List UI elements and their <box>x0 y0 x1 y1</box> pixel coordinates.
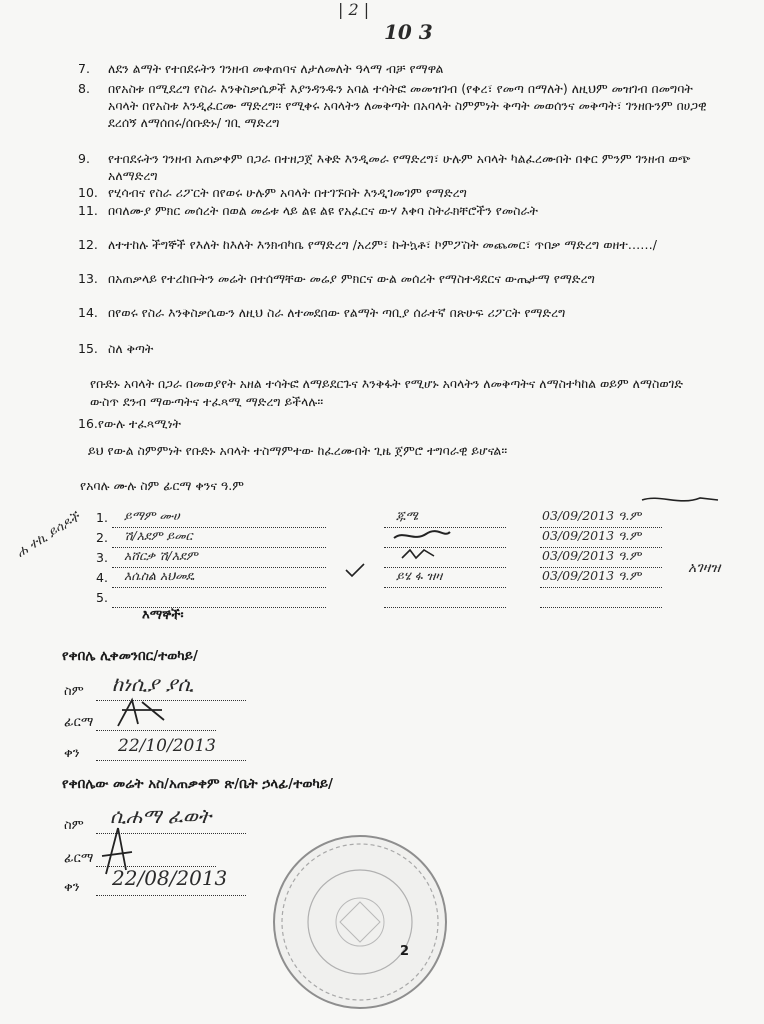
member-number: 5. <box>96 590 108 605</box>
member-number: 3. <box>96 550 108 565</box>
date-line <box>540 587 662 588</box>
member-number: 2. <box>96 530 108 545</box>
member-name: አሸርቃ ሽ/እደም <box>124 548 198 563</box>
name-line <box>112 547 326 548</box>
member-name: እሴስል አህመዴ <box>124 568 195 583</box>
receiver2-date-value: 22/08/2013 <box>112 866 228 890</box>
clause-text: በየአስቱ በሚደረግ የስራ እንቅስቃሴዎች እያንዳንዱን አባል ተሳትፎ መመዝገብ (የቀረ፣ የመጣ በማለት) ለዚህም መዝገብ በመግባት አባላት በየአስቱ እንዲፈርሙ ማድረግ፡፡ የሚቀሩ አባላትን ለመቅጣት በአባላት ስምምነት ቅጣት መወሰንና መቅጣት፣ ገንዘቡንም በሀጋዊ ደረሰኝ ለማሰበሩ/ሰቡድኑ/ ገቢ ማድረግ <box>108 81 707 130</box>
members-header: የአባሉ ሙሉ ስም ፊርማ ቀንና ዓ.ም <box>80 478 244 493</box>
receiver1-date-label: ቀን <box>64 746 80 761</box>
clause-text: የተበደሩትን ገንዘብ አጠቃቀም በጋራ በተዘጋጀ እቅድ እንዲመራ የማድረግ፣ ሁሉም አባላት ካልፈረሙበት በቀር ምንም ገንዘብ ወጭ አለማድረግ <box>108 151 691 183</box>
receiver1-title: የቀበሌ ሊቀመንበር/ተወካይ/ <box>62 648 198 664</box>
receiver1-name-label: ስም <box>64 684 84 699</box>
name-line <box>112 587 326 588</box>
clause-9 <box>78 150 718 184</box>
member-date: 03/09/2013 ዓ.ም <box>542 528 642 543</box>
clause-text: የሂሳብና የስራ ሪፖርት በየወሩ ሁሉም አባላት በተገኙበት እንዲገመገም የማድረግ <box>108 185 467 200</box>
clause-number: 7. <box>78 61 90 76</box>
clause-number: 12. <box>78 237 98 252</box>
section-16-heading: 16.የውሉ ተፈጻሚነት <box>78 416 181 431</box>
clause-text: በየወሩ የስራ እንቅስቃሴውን ለዚህ ስራ ለተመደበው የልማት ጣቢያ ሰራተኛ በጽሁፍ ሪፖርት የማድረግ <box>108 305 566 320</box>
member-date: 03/09/2013 ዓ.ም <box>542 508 642 523</box>
receiver2-sign-label: ፊርማ <box>64 851 94 866</box>
name-line <box>112 527 326 528</box>
member-name: ሽ/እደም ይመር <box>124 528 193 543</box>
receiver1-date-value: 22/10/2013 <box>118 736 216 756</box>
receiver2-date-label: ቀን <box>64 880 80 895</box>
checkmark-icon <box>344 562 366 578</box>
clause-7 <box>78 60 718 77</box>
clause-number: 10. <box>78 185 98 200</box>
page-mark: 10 3 <box>384 20 433 44</box>
receiver1-sign-label: ፊርማ <box>64 715 94 730</box>
clause-text: ለደን ልማት የተበደሩትን ገንዘብ መቀጠባና ለታለመለት ዓላማ ብቻ የማዋል <box>108 61 444 76</box>
signature-line <box>384 607 506 608</box>
member4-note: አገዛዝ <box>688 560 721 576</box>
clause-13 <box>78 270 718 287</box>
signature-line <box>384 587 506 588</box>
clause-number: 13. <box>78 271 98 286</box>
receiver2-name-value: ሲሐማ ፈወት <box>110 804 212 828</box>
clause-number: 14. <box>78 305 98 320</box>
page-number: 2 <box>400 944 410 959</box>
official-stamp <box>270 818 450 1024</box>
member-number: 4. <box>96 570 108 585</box>
name-line <box>112 567 326 568</box>
date-line <box>540 607 662 608</box>
receiver1-signature <box>112 696 172 732</box>
signature-scribble <box>392 528 452 544</box>
signature-line <box>384 567 506 568</box>
member-signature: ይሄ ፋ ዝዛ <box>396 568 443 583</box>
clause-11 <box>78 202 718 219</box>
clause-8 <box>78 80 718 131</box>
member-signature: ጁሜ <box>396 508 419 523</box>
clause-number: 11. <box>78 203 98 218</box>
receiver2-date-line <box>96 895 246 896</box>
member-date: 03/09/2013 ዓ.ም <box>542 568 642 583</box>
date-line <box>540 547 662 548</box>
witnesses-label: እማኞች፡ <box>142 608 184 623</box>
signature-scribble <box>640 492 720 508</box>
clause-12 <box>78 236 718 253</box>
margin-note: ሐ ተኪ ይሳዶች <box>14 510 83 561</box>
clause-text: ለተተከሉ ችግኞች የእለት ከእለት እንክብካቤ የማድረግ /አረም፣ ኩትኳቶ፣ ኮምፖስት መጨመር፣ ጥበቃ ማድረግ ወዘተ……/ <box>108 237 657 252</box>
section-16-text: ይህ የውል ስምምነት የቡድኑ አባላት ተስማምተው ከፈረሙበት ጊዜ ጀምሮ ተግባራዊ ይሆናል፡፡ <box>88 443 508 458</box>
receiver2-name-label: ስም <box>64 818 84 833</box>
clause-15 <box>78 340 718 357</box>
clause-text: በአጠቃላይ የተረከቡትን መሬት በተሰማቸው መሬያ ምክርና ውል መሰረት የማስተዳደርና ውጤታማ የማድረግ <box>108 271 595 286</box>
top-fragment: | 2 | <box>338 0 370 19</box>
receiver2-title: የቀበሌው መሬት አስ/አጠቃቀም ጽ/ቤት ኃላፊ/ተወካይ/ <box>62 776 333 792</box>
clause-14 <box>78 304 718 321</box>
signature-scribble <box>400 546 440 562</box>
receiver1-name-value: ከነሲያ ያሲ <box>112 672 194 696</box>
penalty-paragraph: የቡድኑ አባላት በጋራ በመወያየት አዘል ተሳትፎ ለማይደርጉና እንቅፋት የሚሆኑ አባላትን ለመቅጣትና ለማስተካከል ወይም ለማስወገድ ውስጥ ደንብ ማውጣትና ተፈጻሚ ማድረግ ይችላሉ፡፡ <box>90 376 683 409</box>
date-line <box>540 567 662 568</box>
clause-number: 9. <box>78 151 90 166</box>
member-number: 1. <box>96 510 108 525</box>
clause-number: 15. <box>78 341 98 356</box>
clause-text: ስለ ቅጣት <box>108 341 154 356</box>
clause-10 <box>78 184 718 201</box>
clause-text: በባለሙያ ምክር መሰረት በወል መሬቱ ላይ ልዩ ልዩ የአፈርና ውሃ እቀባ ስትራክቸሮችን የመስራት <box>108 203 538 218</box>
member-name: ይማም ሙሀ <box>124 508 180 523</box>
receiver1-date-line <box>96 760 246 761</box>
date-line <box>540 527 662 528</box>
clause-number: 8. <box>78 81 90 96</box>
member-date: 03/09/2013 ዓ.ም <box>542 548 642 563</box>
